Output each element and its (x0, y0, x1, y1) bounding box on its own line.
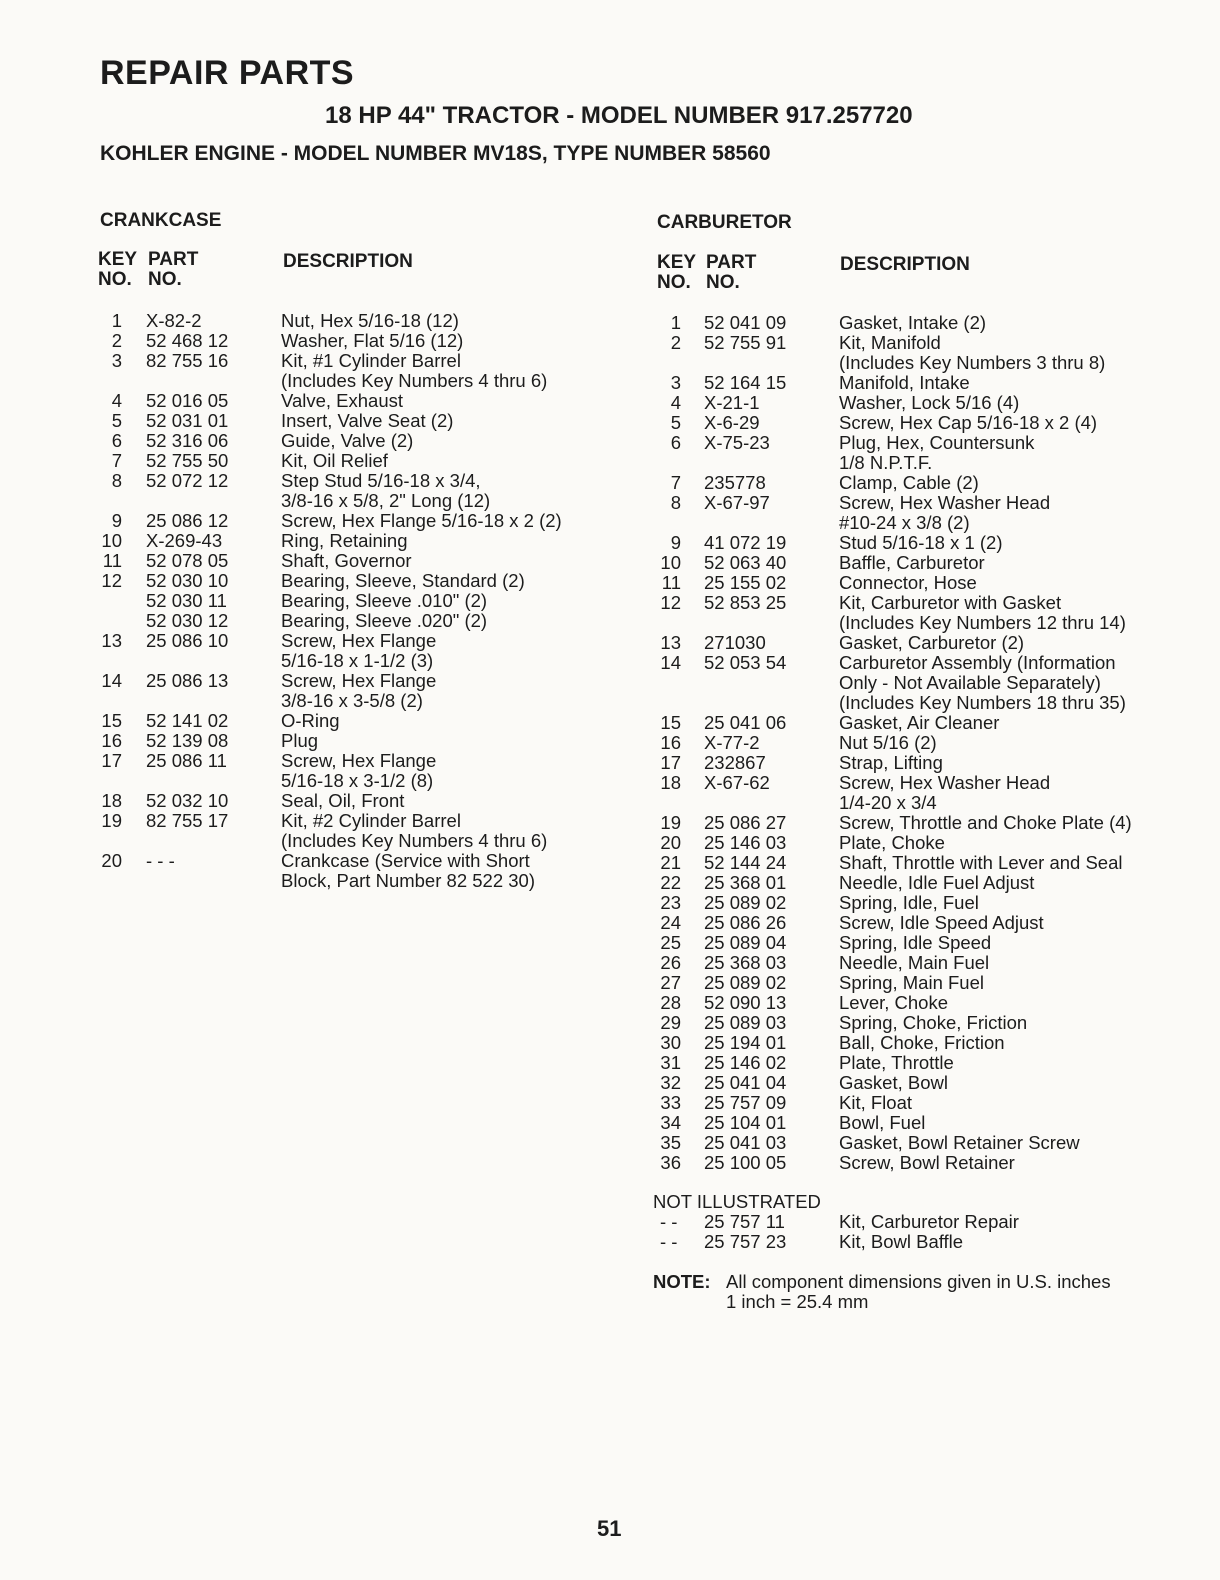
crankcase-title: CRANKCASE (100, 210, 222, 231)
part-description: Nut 5/16 (2) (839, 732, 937, 753)
part-description: Strap, Lifting (839, 752, 943, 773)
parts-row (98, 851, 618, 871)
part-description: Crankcase (Service with Short (281, 850, 530, 871)
part-description: 3/8-16 x 3-5/8 (2) (281, 690, 423, 711)
part-description: Plate, Choke (839, 832, 945, 853)
parts-row (98, 791, 618, 811)
parts-row (98, 611, 618, 631)
crankcase-part-header (148, 250, 198, 290)
part-description: 1/8 N.P.T.F. (839, 452, 933, 473)
parts-row (657, 653, 1197, 673)
part-description: Plug (281, 730, 319, 751)
key-number: 18 (660, 772, 681, 793)
parts-row (657, 513, 1197, 533)
parts-row (657, 893, 1197, 913)
key-number: 32 (660, 1072, 681, 1093)
part-description: Screw, Throttle and Choke Plate (4) (839, 812, 1132, 833)
parts-row (657, 1093, 1197, 1113)
part-description: Kit, Manifold (839, 332, 941, 353)
part-description: 3/8-16 x 5/8, 2" Long (12) (281, 490, 491, 511)
key-number: 13 (660, 632, 681, 653)
part-number: 25 100 05 (704, 1152, 787, 1173)
part-number: 25 089 02 (704, 972, 787, 993)
part-number: 25 041 04 (704, 1072, 787, 1093)
part-number: X-75-23 (704, 432, 770, 453)
key-number: 3 (111, 350, 122, 371)
key-number: 28 (660, 992, 681, 1013)
key-number: 7 (111, 450, 122, 471)
part-number: 82 755 17 (146, 810, 229, 831)
parts-row (98, 411, 618, 431)
part-number: 52 468 12 (146, 330, 229, 351)
key-number: 17 (660, 752, 681, 773)
key-number: 4 (670, 392, 681, 413)
part-description: Kit, Bowl Baffle (839, 1231, 964, 1252)
part-number: 25 086 26 (704, 912, 787, 933)
part-number: 52 072 12 (146, 470, 229, 491)
key-number: 1 (111, 310, 122, 331)
part-description: Plug, Hex, Countersunk (839, 432, 1035, 453)
part-description: Kit, Oil Relief (281, 450, 388, 471)
parts-row (98, 731, 618, 751)
parts-row (98, 771, 618, 791)
part-description: Screw, Hex Flange (281, 670, 437, 691)
key-number: 9 (111, 510, 122, 531)
key-number: 23 (660, 892, 681, 913)
part-description: O-Ring (281, 710, 340, 731)
key-number: 6 (111, 430, 122, 451)
part-number: 52 139 08 (146, 730, 229, 751)
key-number: 5 (111, 410, 122, 431)
part-number: 52 755 91 (704, 332, 787, 353)
key-number: 26 (660, 952, 681, 973)
part-description: Spring, Choke, Friction (839, 1012, 1028, 1033)
part-description: Screw, Hex Flange (281, 630, 437, 651)
parts-row (657, 493, 1197, 513)
part-description: (Includes Key Numbers 4 thru 6) (281, 370, 548, 391)
parts-row (98, 571, 618, 591)
part-description: Shaft, Governor (281, 550, 412, 571)
part-description: Screw, Hex Flange (281, 750, 437, 771)
parts-row (657, 813, 1197, 833)
parts-row (98, 471, 618, 491)
crankcase-parts-list (98, 311, 618, 891)
part-number: 25 086 11 (146, 750, 227, 771)
part-description: Baffle, Carburetor (839, 552, 985, 573)
key-number: 10 (101, 530, 122, 551)
part-number: X-269-43 (146, 530, 223, 551)
part-description: Valve, Exhaust (281, 390, 404, 411)
part-number: 52 031 01 (146, 410, 229, 431)
carburetor-description-header: DESCRIPTION (840, 254, 970, 275)
key-number: 20 (101, 850, 122, 871)
parts-row (657, 1033, 1197, 1053)
part-number: 25 757 11 (704, 1211, 785, 1232)
part-description: Seal, Oil, Front (281, 790, 405, 811)
note-label: NOTE: (653, 1271, 711, 1292)
parts-row (98, 831, 618, 851)
parts-row (657, 1053, 1197, 1073)
part-number: 25 086 12 (146, 510, 229, 531)
part-number: 25 146 03 (704, 832, 787, 853)
part-description: Bearing, Sleeve .020" (2) (281, 610, 488, 631)
parts-row (657, 1013, 1197, 1033)
part-description: Gasket, Air Cleaner (839, 712, 1000, 733)
parts-row (657, 733, 1197, 753)
part-description: Screw, Hex Washer Head (839, 772, 1051, 793)
key-number: 13 (101, 630, 122, 651)
part-number: 25 155 02 (704, 572, 787, 593)
key-number: 15 (101, 710, 122, 731)
part-number: 25 104 01 (704, 1112, 787, 1133)
parts-row (98, 671, 618, 691)
part-description: Manifold, Intake (839, 372, 970, 393)
parts-row (657, 333, 1197, 353)
parts-row (98, 531, 618, 551)
part-number: 52 053 54 (704, 652, 787, 673)
parts-row (657, 873, 1197, 893)
part-header-line2: NO. (148, 269, 182, 290)
parts-row (657, 573, 1197, 593)
part-description: Nut, Hex 5/16-18 (12) (281, 310, 459, 331)
note-line1: All component dimensions given in U.S. inches (726, 1271, 1111, 1292)
key-number: 8 (111, 470, 122, 491)
part-header-line1: PART (148, 249, 199, 270)
part-number: 25 041 06 (704, 712, 787, 733)
note-line2: 1 inch = 25.4 mm (726, 1291, 869, 1312)
part-header-line2: NO. (706, 272, 740, 293)
parts-row (657, 853, 1197, 873)
part-number: X-67-62 (704, 772, 770, 793)
parts-row (657, 413, 1197, 433)
parts-row (98, 451, 618, 471)
parts-row (98, 431, 618, 451)
part-number: 25 086 10 (146, 630, 229, 651)
part-number: 52 853 25 (704, 592, 787, 613)
carburetor-key-header (657, 253, 696, 293)
parts-row (657, 633, 1197, 653)
key-number: 19 (101, 810, 122, 831)
part-number: 25 041 03 (704, 1132, 787, 1153)
key-header-line1: KEY (657, 252, 697, 273)
part-description: (Includes Key Numbers 18 thru 35) (839, 692, 1126, 713)
key-number: 14 (101, 670, 122, 691)
part-description: Bearing, Sleeve .010" (2) (281, 590, 488, 611)
part-number: 25 089 02 (704, 892, 787, 913)
part-number: 52 316 06 (146, 430, 229, 451)
part-number: X-82-2 (146, 310, 202, 331)
key-number: 19 (660, 812, 681, 833)
parts-row (657, 1073, 1197, 1093)
key-number: - - (660, 1231, 678, 1252)
part-description: Kit, Float (839, 1092, 912, 1113)
parts-row (98, 711, 618, 731)
key-number: 16 (660, 732, 681, 753)
part-number: 25 368 01 (704, 872, 787, 893)
engine-heading: KOHLER ENGINE - MODEL NUMBER MV18S, TYPE NUMBER 58560 (100, 142, 771, 165)
parts-row (657, 553, 1197, 573)
crankcase-key-header (98, 250, 137, 290)
parts-row (657, 453, 1197, 473)
parts-row (657, 353, 1197, 373)
key-number: 6 (670, 432, 681, 453)
part-number: 25 146 02 (704, 1052, 787, 1073)
parts-row (657, 393, 1197, 413)
parts-row (657, 913, 1197, 933)
parts-row (657, 833, 1197, 853)
parts-row (98, 331, 618, 351)
part-number: 52 078 05 (146, 550, 229, 571)
parts-row (657, 1153, 1197, 1173)
part-number: 52 090 13 (704, 992, 787, 1013)
parts-row (98, 591, 618, 611)
key-number: 35 (660, 1132, 681, 1153)
part-number: - - - (146, 850, 175, 871)
key-number: 30 (660, 1032, 681, 1053)
key-number: 36 (660, 1152, 681, 1173)
part-description: Kit, #2 Cylinder Barrel (281, 810, 461, 831)
part-number: 232867 (704, 752, 766, 773)
part-description: Needle, Main Fuel (839, 952, 990, 973)
parts-row (657, 773, 1197, 793)
key-number: 9 (670, 532, 681, 553)
part-description: Ball, Choke, Friction (839, 1032, 1005, 1053)
part-description: Bowl, Fuel (839, 1112, 926, 1133)
part-description: (Includes Key Numbers 4 thru 6) (281, 830, 548, 851)
part-description: Screw, Idle Speed Adjust (839, 912, 1044, 933)
part-number: 52 141 02 (146, 710, 229, 731)
parts-row (657, 953, 1197, 973)
part-description: Insert, Valve Seat (2) (281, 410, 454, 431)
part-number: 25 086 27 (704, 812, 787, 833)
parts-row (98, 871, 618, 891)
part-description: Spring, Idle, Fuel (839, 892, 979, 913)
carburetor-title: CARBURETOR (657, 212, 792, 233)
part-description: Washer, Flat 5/16 (12) (281, 330, 464, 351)
part-number: 52 041 09 (704, 312, 787, 333)
parts-row (98, 551, 618, 571)
part-number: X-67-97 (704, 492, 770, 513)
part-number: X-21-1 (704, 392, 760, 413)
crankcase-description-header: DESCRIPTION (283, 251, 413, 272)
parts-row (657, 1133, 1197, 1153)
part-description: (Includes Key Numbers 3 thru 8) (839, 352, 1106, 373)
part-description: Connector, Hose (839, 572, 977, 593)
key-number: 15 (660, 712, 681, 733)
key-number: 11 (661, 572, 681, 593)
part-number: X-6-29 (704, 412, 760, 433)
parts-row (657, 693, 1197, 713)
part-description: Clamp, Cable (2) (839, 472, 979, 493)
part-number: 271030 (704, 632, 766, 653)
part-description: Screw, Bowl Retainer (839, 1152, 1015, 1173)
part-description: Ring, Retaining (281, 530, 408, 551)
parts-row (657, 793, 1197, 813)
part-number: 52 016 05 (146, 390, 229, 411)
part-number: 235778 (704, 472, 766, 493)
parts-row (98, 631, 618, 651)
key-number: 16 (101, 730, 122, 751)
part-description: Shaft, Throttle with Lever and Seal (839, 852, 1123, 873)
part-number: 25 757 23 (704, 1231, 787, 1252)
part-number: 52 755 50 (146, 450, 229, 471)
part-description: Step Stud 5/16-18 x 3/4, (281, 470, 481, 491)
key-number: 11 (102, 550, 122, 571)
part-description: Screw, Hex Cap 5/16-18 x 2 (4) (839, 412, 1098, 433)
part-description: Kit, Carburetor with Gasket (839, 592, 1062, 613)
parts-row (657, 473, 1197, 493)
parts-row (98, 491, 618, 511)
part-description: Spring, Main Fuel (839, 972, 984, 993)
parts-row (657, 373, 1197, 393)
parts-row (98, 651, 618, 671)
parts-row (98, 511, 618, 531)
key-number: 8 (670, 492, 681, 513)
key-number: 3 (670, 372, 681, 393)
key-number: - - (660, 1211, 678, 1232)
parts-row (657, 753, 1197, 773)
key-number: 17 (101, 750, 122, 771)
not-illustrated-title: NOT ILLUSTRATED (653, 1191, 821, 1212)
part-number: 52 144 24 (704, 852, 787, 873)
parts-row (98, 371, 618, 391)
part-description: Gasket, Bowl (839, 1072, 948, 1093)
key-number: 21 (660, 852, 681, 873)
part-description: Only - Not Available Separately) (839, 672, 1101, 693)
part-header-line1: PART (706, 252, 757, 273)
carburetor-parts-list (657, 313, 1197, 1173)
parts-row (657, 533, 1197, 553)
part-number: X-77-2 (704, 732, 760, 753)
page-title: REPAIR PARTS (100, 54, 355, 92)
part-description: Kit, Carburetor Repair (839, 1211, 1019, 1232)
part-number: 82 755 16 (146, 350, 229, 371)
part-description: Screw, Hex Flange 5/16-18 x 2 (2) (281, 510, 562, 531)
key-header-line2: NO. (98, 269, 132, 290)
part-description: 5/16-18 x 1-1/2 (3) (281, 650, 434, 671)
parts-row (98, 351, 618, 371)
parts-row (98, 391, 618, 411)
key-number: 18 (101, 790, 122, 811)
parts-row (657, 613, 1197, 633)
part-number: 52 030 10 (146, 570, 229, 591)
part-description: Needle, Idle Fuel Adjust (839, 872, 1035, 893)
parts-row (98, 311, 618, 331)
part-description: Kit, #1 Cylinder Barrel (281, 350, 461, 371)
part-description: 1/4-20 x 3/4 (839, 792, 937, 813)
parts-row (657, 713, 1197, 733)
carburetor-part-header (706, 253, 756, 293)
part-number: 25 086 13 (146, 670, 229, 691)
part-description: Guide, Valve (2) (281, 430, 414, 451)
model-subtitle: 18 HP 44" TRACTOR - MODEL NUMBER 917.257720 (325, 102, 913, 129)
part-description: Stud 5/16-18 x 1 (2) (839, 532, 1003, 553)
key-number: 12 (101, 570, 122, 591)
not-illustrated-list (657, 1212, 1197, 1252)
part-description: Bearing, Sleeve, Standard (2) (281, 570, 525, 591)
part-number: 52 063 40 (704, 552, 787, 573)
part-number: 25 089 04 (704, 932, 787, 953)
part-description: Spring, Idle Speed (839, 932, 992, 953)
parts-row (657, 1232, 1197, 1252)
page-number: 51 (597, 1516, 622, 1541)
parts-row (98, 811, 618, 831)
key-number: 34 (660, 1112, 681, 1133)
key-number: 27 (660, 972, 681, 993)
part-description: Lever, Choke (839, 992, 949, 1013)
part-description: Screw, Hex Washer Head (839, 492, 1051, 513)
key-number: 4 (111, 390, 122, 411)
parts-row (657, 433, 1197, 453)
key-number: 2 (670, 332, 681, 353)
part-description: Plate, Throttle (839, 1052, 954, 1073)
parts-row (657, 993, 1197, 1013)
parts-row (657, 1113, 1197, 1133)
key-number: 10 (660, 552, 681, 573)
key-number: 5 (670, 412, 681, 433)
key-header-line2: NO. (657, 272, 691, 293)
part-number: 25 194 01 (704, 1032, 787, 1053)
key-header-line1: KEY (98, 249, 138, 270)
part-number: 52 030 11 (146, 590, 227, 611)
part-number: 41 072 19 (704, 532, 787, 553)
key-number: 1 (670, 312, 681, 333)
key-number: 12 (660, 592, 681, 613)
parts-row (657, 593, 1197, 613)
key-number: 14 (660, 652, 681, 673)
part-number: 52 032 10 (146, 790, 229, 811)
parts-row (657, 673, 1197, 693)
key-number: 29 (660, 1012, 681, 1033)
parts-row (657, 313, 1197, 333)
part-description: Gasket, Carburetor (2) (839, 632, 1025, 653)
key-number: 24 (660, 912, 681, 933)
parts-row (98, 691, 618, 711)
parts-row (657, 933, 1197, 953)
key-number: 2 (111, 330, 122, 351)
part-number: 25 368 03 (704, 952, 787, 973)
key-number: 25 (660, 932, 681, 953)
part-description: (Includes Key Numbers 12 thru 14) (839, 612, 1126, 633)
part-description: Block, Part Number 82 522 30) (281, 870, 535, 891)
part-number: 25 757 09 (704, 1092, 787, 1113)
key-number: 7 (670, 472, 681, 493)
part-description: #10-24 x 3/8 (2) (839, 512, 970, 533)
part-description: 5/16-18 x 3-1/2 (8) (281, 770, 434, 791)
parts-row (657, 973, 1197, 993)
part-description: Carburetor Assembly (Information (839, 652, 1116, 673)
key-number: 33 (660, 1092, 681, 1113)
parts-row (98, 751, 618, 771)
part-description: Gasket, Bowl Retainer Screw (839, 1132, 1080, 1153)
part-number: 52 030 12 (146, 610, 229, 631)
part-number: 25 089 03 (704, 1012, 787, 1033)
key-number: 22 (660, 872, 681, 893)
part-description: Washer, Lock 5/16 (4) (839, 392, 1020, 413)
part-description: Gasket, Intake (2) (839, 312, 987, 333)
parts-row (657, 1212, 1197, 1232)
part-number: 52 164 15 (704, 372, 787, 393)
key-number: 20 (660, 832, 681, 853)
key-number: 31 (660, 1052, 681, 1073)
